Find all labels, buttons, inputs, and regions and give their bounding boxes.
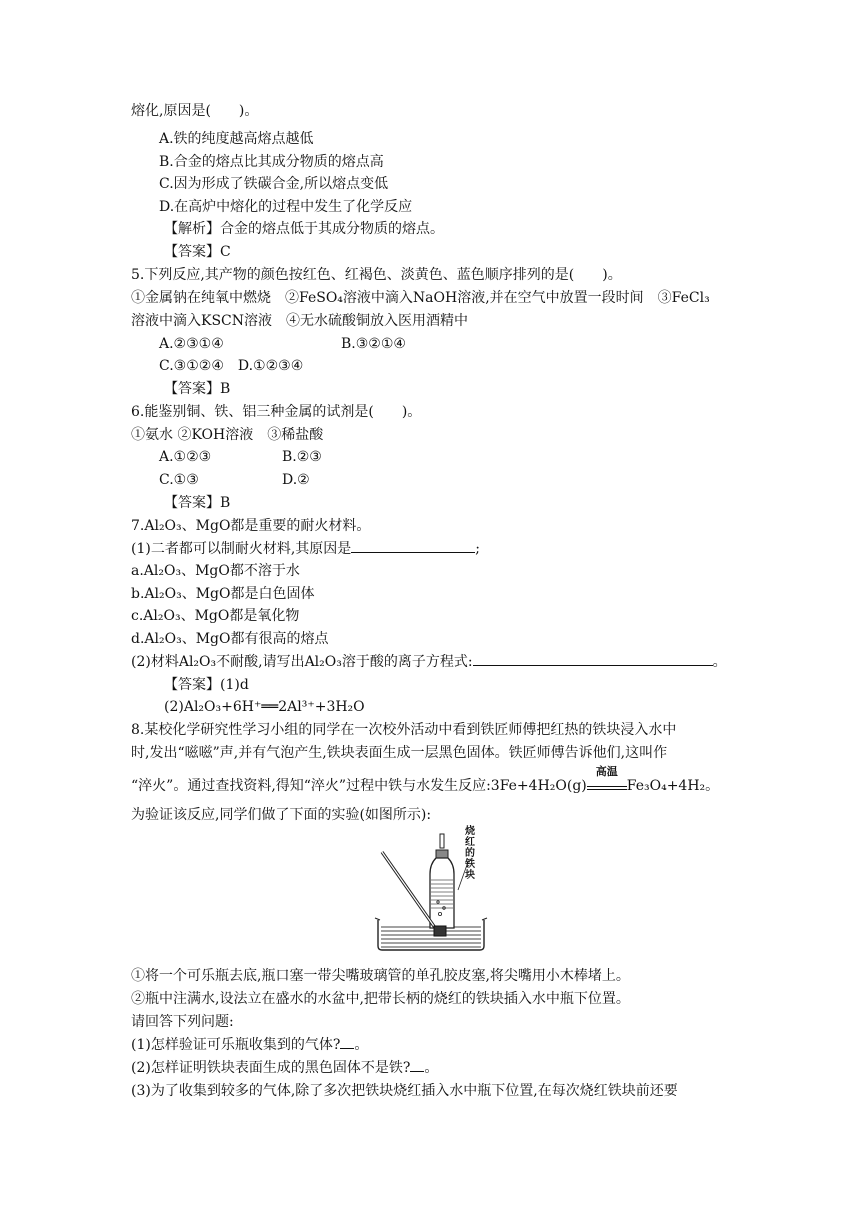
q4-option-c: C.因为形成了铁碳合金,所以熔点变低	[159, 176, 389, 192]
q7-part2-text: (2)材料Al₂O₃不耐酸,请写出Al₂O₃溶于酸的离子方程式:	[131, 654, 473, 670]
q7-part1-text: (1)二者都可以制耐火材料,其原因是	[131, 541, 352, 557]
q7-part1-end: ;	[475, 541, 480, 557]
q6-reagents: ①氨水 ②KOH溶液 ③稀盐酸	[131, 427, 324, 443]
figure-label-char: 铁	[465, 859, 475, 870]
figure-label-char: 的	[465, 848, 475, 859]
q8-stem-line2: 时,发出“嗞嗞”声,并有气泡产生,铁块表面生成一层黑色固体。铁匠师傅告诉他们,这叫作	[131, 745, 668, 761]
q4-option-d: D.在高炉中熔化的过程中发生了化学反应	[159, 199, 413, 215]
q5-option-cd: C.③①②④ D.①②③④	[159, 358, 304, 374]
q6-option-c: C.①③	[159, 472, 199, 488]
q8-stem-line3	[131, 765, 720, 797]
q5-answer: 【答案】B	[164, 381, 231, 397]
q6-option-d: D.②	[282, 472, 310, 488]
reaction-condition	[587, 765, 627, 790]
q8-sub1-text: (1)怎样验证可乐瓶收集到的气体?	[131, 1037, 341, 1053]
q7-option-b: b.Al₂O₃、MgO都是白色固体	[131, 586, 315, 602]
q7-answer-1: 【答案】(1)d	[164, 677, 249, 693]
q8-sub2-text: (2)怎样证明铁块表面生成的黑色固体不是铁?	[131, 1060, 411, 1076]
q5-option-a: A.②③①④	[159, 336, 224, 352]
q5-stem: 5.下列反应,其产物的颜色按红色、红褐色、淡黄色、蓝色顺序排列的是( )。	[131, 267, 622, 283]
q4-stem-continued: 熔化,原因是( )。	[131, 103, 259, 119]
q5-option-b: B.③②①④	[341, 336, 406, 352]
q5-items-line2: 溶液中滴入KSCN溶液 ④无水硫酸铜放入医用酒精中	[131, 313, 469, 329]
q4-analysis: 【解析】合金的熔点低于其成分物质的熔点。	[164, 221, 444, 237]
q8-prompt: 请回答下列问题:	[131, 1014, 234, 1030]
q8-stem-line1: 8.某校化学研究性学习小组的同学在一次校外活动中看到铁匠师傅把红热的铁块浸入水中	[131, 722, 677, 738]
q4-option-b: B.合金的熔点比其成分物质的熔点高	[159, 154, 384, 170]
figure-label-char: 红	[465, 837, 475, 848]
q6-option-b: B.②③	[282, 449, 322, 465]
q7-part2	[131, 651, 727, 673]
figure-label-char: 烧	[465, 826, 475, 837]
condition-label: 高温	[595, 765, 618, 778]
q7-stem: 7.Al₂O₃、MgO都是重要的耐火材料。	[131, 518, 371, 534]
q6-answer: 【答案】B	[164, 495, 231, 511]
q7-part2-end: 。	[712, 654, 727, 670]
answer-blank	[340, 1034, 354, 1049]
equals-sign	[587, 786, 627, 790]
answer-blank	[473, 651, 713, 666]
q8-equation-left: “淬火”。通过查找资料,得知“淬火”过程中铁与水发生反应:3Fe+4H₂O(g)	[131, 778, 587, 794]
q8-sub3: (3)为了收集到较多的气体,除了多次把铁块烧红插入水中瓶下位置,在每次烧红铁块前还要	[131, 1083, 678, 1099]
q5-items-line1: ①金属钠在纯氧中燃烧 ②FeSO₄溶液中滴入NaOH溶液,并在空气中放置一段时间 ③FeCl₃	[131, 290, 710, 306]
q4-option-a: A.铁的纯度越高熔点越低	[159, 131, 314, 147]
answer-blank	[351, 538, 475, 553]
q8-sub1-end: 。	[354, 1037, 369, 1053]
q7-part1	[131, 538, 480, 560]
figure-label-char: 块	[465, 870, 475, 881]
q6-stem: 6.能鉴别铜、铁、铝三种金属的试剂是( )。	[131, 404, 422, 420]
q8-sub2-end: 。	[424, 1060, 439, 1076]
q4-answer: 【答案】C	[164, 244, 231, 260]
q8-step2: ②瓶中注满水,设法立在盛水的水盆中,把带长柄的烧红的铁块插入水中瓶下位置。	[131, 991, 630, 1007]
q7-option-a: a.Al₂O₃、MgO都不溶于水	[131, 563, 300, 579]
q8-stem-line4: 为验证该反应,同学们做了下面的实验(如图所示):	[131, 807, 432, 823]
q7-option-c: c.Al₂O₃、MgO都是氧化物	[131, 608, 300, 624]
q8-equation-right: Fe₃O₄+4H₂。	[626, 778, 720, 794]
answer-blank	[410, 1057, 424, 1072]
q7-option-d: d.Al₂O₃、MgO都有很高的熔点	[131, 631, 329, 647]
q8-sub2	[131, 1057, 438, 1079]
q7-answer-2: (2)Al₂O₃+6H⁺══2Al³⁺+3H₂O	[164, 699, 365, 715]
q8-sub1	[131, 1034, 368, 1056]
q6-option-a: A.①②③	[159, 449, 212, 465]
experiment-figure	[372, 828, 492, 954]
q8-step1: ①将一个可乐瓶去底,瓶口塞一带尖嘴玻璃管的单孔胶皮塞,将尖嘴用小木棒堵上。	[131, 968, 630, 984]
